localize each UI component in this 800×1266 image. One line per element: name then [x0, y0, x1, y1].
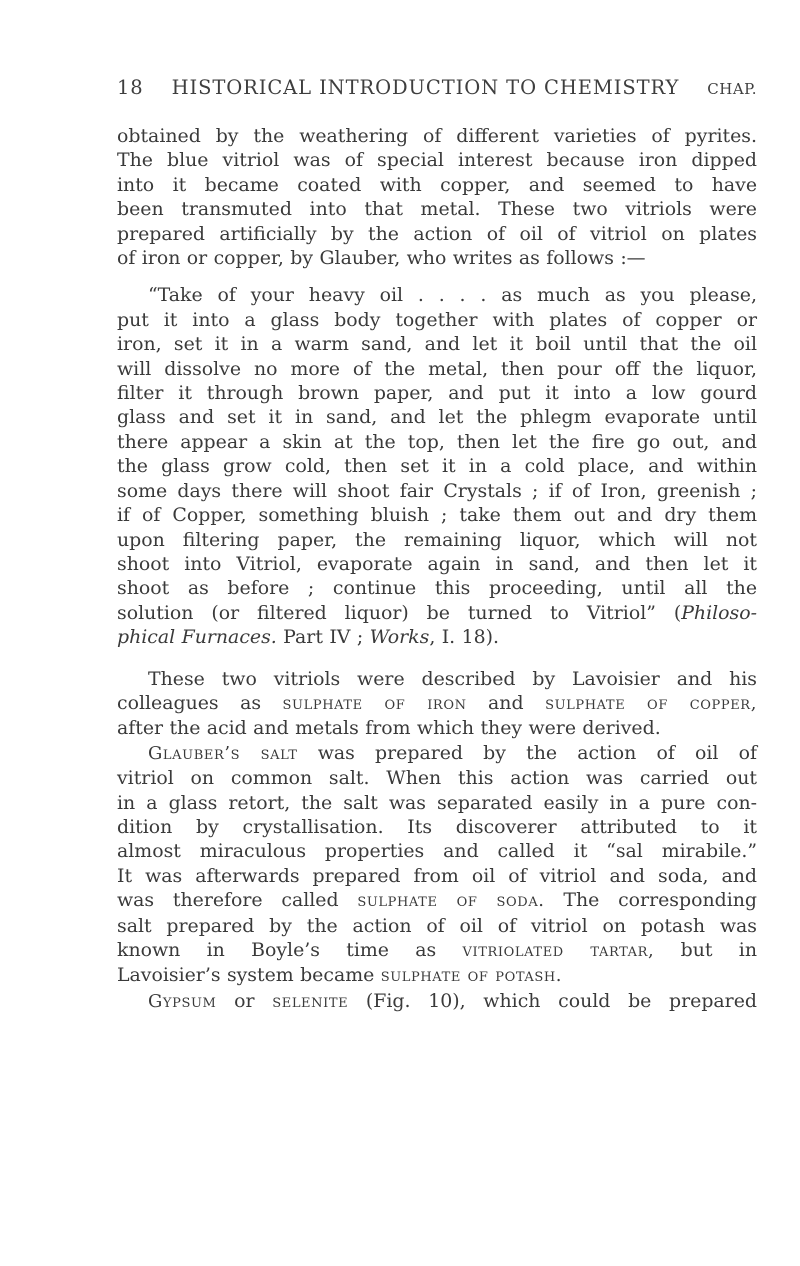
term-selenite: selenite: [272, 990, 349, 1012]
paragraph-pyrites: [117, 124, 757, 270]
text-line: of iron or copper, by Glauber, who writes as follows :—: [117, 247, 646, 270]
text-line: shoot as before ; continue this proceeding, until all the: [117, 577, 757, 600]
text-line: the glass grow cold, then set it in a cold place, and within: [117, 455, 757, 478]
citation-works: Works: [369, 626, 430, 649]
text-run: The corresponding: [544, 889, 758, 912]
text-line: glass and set it in sand, and let the phlegm evaporate until: [117, 406, 757, 429]
text-line: upon filtering paper, the remaining liquor, which will not: [117, 528, 757, 551]
text-run: but in: [654, 939, 757, 961]
text-line: put it into a glass body together with plates of copper or: [117, 308, 757, 331]
term-sulphate-of-iron: sulphate of iron: [282, 692, 467, 714]
citation-ref: , I. 18).: [429, 626, 500, 649]
text-line: obtained by the weathering of different varieties of pyrites.: [117, 125, 757, 147]
text-line: iron, set it in a warm sand, and let it boil until that the oil: [117, 333, 757, 356]
text-line: been transmuted into that metal. These two vitriols were: [117, 198, 757, 221]
citation-work: phical Furnaces.: [117, 626, 277, 649]
text-line: These two vitriols were described by Lavoisier and his: [148, 667, 757, 690]
text-line: vitriol on common salt. When this action was carried out: [117, 767, 757, 790]
text-line: The blue vitriol was of special interest because iron dipped: [117, 149, 757, 172]
glauber-quotation: [117, 283, 757, 649]
quote-text: solution (or filtered liquor) be turned to Vitriol” (: [117, 601, 682, 624]
running-title: HISTORICAL INTRODUCTION TO CHEMISTRY: [171, 76, 680, 99]
text-line: [117, 888, 757, 913]
text-run: was prepared by the action of oil of: [297, 741, 757, 764]
text-line: in a glass retort, the salt was separated easily in a pure con-: [117, 791, 757, 814]
book-page: [117, 76, 757, 1014]
text-run: (Fig. 10), which could be prepared: [348, 989, 757, 1012]
text-line: there appear a skin at the top, then let the fire go out, and: [117, 430, 757, 453]
chapter-mark: CHAP.: [707, 80, 757, 98]
text-line: dition by crystallisation. Its discoverer attributed to it: [117, 815, 757, 838]
text-line: “Take of your heavy oil . . . . as much as you please,: [148, 284, 757, 307]
paragraph-gypsum: [117, 989, 757, 1014]
text-line: [117, 741, 757, 766]
paragraph-glaubers-salt: [117, 741, 757, 989]
text-line: It was afterwards prepared from oil of vitriol and soda, and: [117, 864, 757, 887]
text-run: and: [466, 691, 546, 714]
text-line: if of Copper, something bluish ; take them out and dry them: [117, 504, 757, 527]
text-run: was therefore called: [117, 889, 358, 912]
text-line: [117, 601, 757, 625]
text-run: colleagues as: [117, 691, 283, 714]
text-line: some days there will shoot fair Crystals ; if of Iron, greenish ;: [117, 479, 757, 502]
page-number: 18: [117, 76, 144, 99]
term-sulphate-of-copper: sulphate of copper,: [545, 692, 757, 714]
text-line: shoot into Vitriol, evaporate again in sand, and then let it: [117, 552, 757, 575]
term-gypsum: Gypsum: [148, 990, 217, 1012]
text-line: prepared artificially by the action of oil of vitriol on plates: [117, 222, 757, 245]
term-glaubers-salt: Glauber’s salt: [148, 742, 298, 764]
text-line: [117, 963, 757, 988]
text-run: Lavoisier’s system became: [117, 964, 381, 987]
citation-work: Philoso-: [681, 601, 757, 624]
text-line: almost miraculous properties and called it “sal mirabile.”: [117, 840, 757, 863]
text-line: will dissolve no more of the metal, then pour off the liquor,: [117, 357, 757, 380]
text-line: [117, 625, 757, 649]
text-line: after the acid and metals from which they were derived.: [117, 717, 661, 740]
text-line: salt prepared by the action of oil of vitriol on potash was: [117, 914, 757, 937]
citation-part: Part IV ;: [276, 626, 370, 649]
text-line: [117, 691, 757, 716]
text-line: filter it through brown paper, and put it into a low gourd: [117, 382, 757, 405]
text-line: [117, 989, 757, 1014]
term-vitriolated-tartar: vitriolated tartar,: [462, 940, 655, 961]
term-sulphate-of-potash: sulphate of potash.: [380, 965, 563, 987]
term-sulphate-of-soda: sulphate of soda.: [357, 890, 545, 912]
running-header: [117, 76, 757, 99]
paragraph-lavoisier: [117, 667, 757, 741]
text-run: or: [216, 989, 273, 1012]
text-line: [117, 938, 757, 963]
text-run: known in Boyle’s time as: [117, 939, 463, 961]
text-line: into it became coated with copper, and seemed to have: [117, 173, 757, 196]
